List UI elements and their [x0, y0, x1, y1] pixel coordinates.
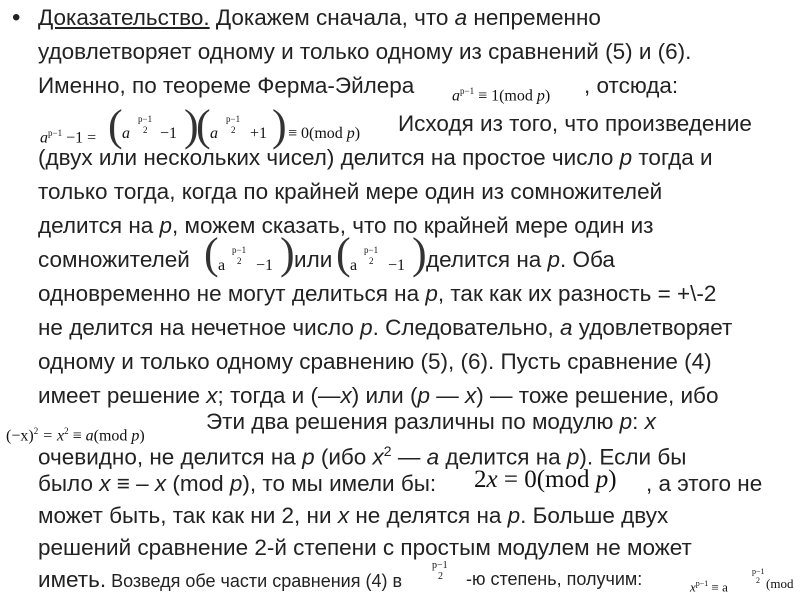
frac-num-4: p−1 — [364, 245, 379, 255]
text-line-8-or: или — [294, 247, 333, 272]
formula-factor2-rest: −1 — [388, 257, 406, 274]
formula-factor1-rest: −1 — [256, 257, 274, 274]
frac-num-1: p−1 — [138, 114, 153, 124]
text-line-4: Исходя из того, что произведение — [398, 111, 752, 136]
paren-close-2: ) — [272, 101, 287, 150]
text-line-9: одновременно не могут делиться на p, так как их разность = +\-2 — [38, 281, 717, 306]
text-line-1: Доказательство. Докажем сначала, что a непременно — [38, 5, 601, 30]
formula-square: $(-x)^2 = x^2 \equiv a(mod$ p) — [6, 426, 145, 445]
formula-product-f1: a — [122, 125, 130, 142]
formula-power-fragment: p−1 2 — [432, 560, 448, 582]
formula-fermat: $a^{p-1} \equiv 1(mod$ p) — [452, 86, 551, 105]
text-line-8-tail: делится на p. Оба — [426, 247, 615, 272]
text-line-17: решений сравнение 2-й степени с простым модулем не может — [38, 535, 692, 560]
text-line-6: только тогда, когда по крайней мере один из сомножителей — [38, 179, 663, 204]
text-line-2: удовлетворяет одному и только одному из сравнений (5) и (6). — [38, 39, 692, 64]
paren-open-1: ( — [108, 101, 123, 150]
formula-factor2: a — [350, 257, 358, 274]
paren-close-4: ) — [412, 229, 427, 278]
paren-open-2: ( — [196, 101, 211, 150]
formula-result: $x^{p-1} \equiv a$ — [690, 579, 728, 595]
formula-result-mod: (mod — [766, 576, 794, 591]
text-line-8: сомножителей — [38, 247, 190, 272]
text-line-16: может быть, так как ни 2, ни x не делятся на p. Больше двух — [38, 503, 669, 528]
text-line-14: очевидно, не делится на p (ибо $x^2$ — a делится на p). Если бы — [38, 443, 687, 470]
frac-num-2: p−1 — [226, 114, 241, 124]
text-line-18-tail: -ю степень, получим: — [466, 569, 643, 589]
text-line-5: (двух или нескольких чисел) делится на простое число p тогда и — [38, 145, 713, 170]
text-line-11: одному и только одному сравнению (5), (6). Пусть сравнение (4) — [38, 349, 712, 374]
text-line-7: делится на p, можем сказать, что по крайней мере один из — [38, 213, 654, 238]
text-line-13: Эти два решения различны по модулю p: x — [206, 409, 656, 434]
bullet-point: • — [12, 4, 21, 31]
proof-heading: Доказательство. — [38, 5, 210, 30]
formula-double: 2x = 0(mod p) — [474, 466, 617, 493]
text-line-15-tail: , а этого не — [646, 471, 763, 496]
text-line-18: иметь. Возведя обе части сравнения (4) в — [38, 567, 403, 592]
formula-product-f2-rest: +1 — [250, 125, 268, 142]
frac-den-4: 2 — [369, 256, 374, 266]
frac-den-2: 2 — [231, 125, 236, 135]
formula-product-f1-rest: −1 — [160, 125, 178, 142]
result-frac-den: 2 — [756, 576, 760, 585]
formula-factor1: a — [218, 257, 226, 274]
paren-close-1: ) — [184, 101, 199, 150]
paren-open-4: ( — [336, 229, 351, 278]
formula-product-rhs: ≡ 0(mod p) — [288, 125, 361, 142]
text-line-15: было x ≡ – x (mod p), то мы имели бы: — [38, 471, 437, 496]
paren-open-3: ( — [204, 229, 219, 278]
text-line-3-tail: , отсюда: — [584, 73, 679, 98]
text-line-3: Именно, по теореме Ферма-Эйлера — [38, 73, 415, 98]
text-line-10: не делится на нечетное число p. Следовательно, a удовлетворяет — [38, 315, 733, 340]
frac-num-3: p−1 — [232, 245, 247, 255]
formula-product-f2: a — [210, 125, 218, 142]
text-line-12: имеет решение x; тогда и (—x) или (p — x) — тоже решение, ибо — [38, 383, 719, 408]
result-frac-num: p−1 — [752, 567, 765, 576]
frac-den-3: 2 — [237, 256, 242, 266]
frac-den-1: 2 — [143, 125, 148, 135]
formula-product-lhs: $a^{p-1} -1$ = — [40, 128, 97, 147]
paren-close-3: ) — [280, 229, 295, 278]
